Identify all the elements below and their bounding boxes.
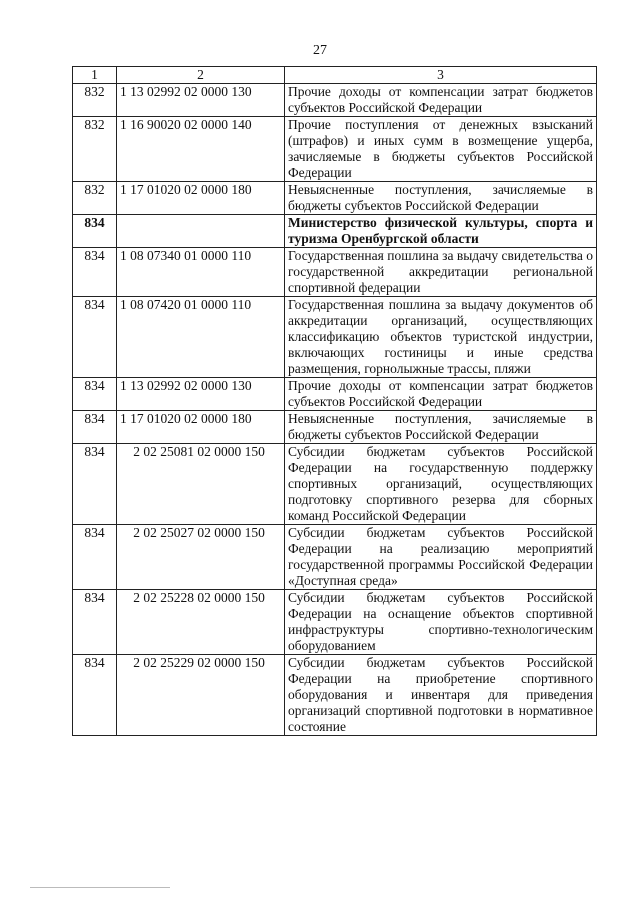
income-code-cell: 2 02 25229 02 0000 150 bbox=[117, 655, 285, 736]
income-code-cell: 1 08 07420 01 0000 110 bbox=[117, 297, 285, 378]
admin-code-cell: 832 bbox=[73, 117, 117, 182]
column-header-2: 2 bbox=[117, 67, 285, 84]
table-row bbox=[73, 182, 597, 215]
income-code-cell: 1 16 90020 02 0000 140 bbox=[117, 117, 285, 182]
admin-code-cell: 834 bbox=[73, 215, 117, 248]
table-row bbox=[73, 525, 597, 590]
table-row bbox=[73, 84, 597, 117]
admin-code-cell: 834 bbox=[73, 248, 117, 297]
table-row bbox=[73, 378, 597, 411]
admin-code-cell: 834 bbox=[73, 444, 117, 525]
table-header-row bbox=[73, 67, 597, 84]
admin-code-cell: 832 bbox=[73, 84, 117, 117]
income-code-cell: 1 08 07340 01 0000 110 bbox=[117, 248, 285, 297]
admin-code-cell: 834 bbox=[73, 411, 117, 444]
admin-code-cell: 834 bbox=[73, 655, 117, 736]
table-row bbox=[73, 297, 597, 378]
description-cell: Субсидии бюджетам субъектов Российской Федерации на оснащение объектов спортивной инфраструктуры спортивно-технологическим оборудованием bbox=[285, 590, 597, 655]
income-code-cell: 2 02 25228 02 0000 150 bbox=[117, 590, 285, 655]
budget-classification-table bbox=[72, 66, 597, 736]
admin-code-cell: 834 bbox=[73, 297, 117, 378]
description-cell: Субсидии бюджетам субъектов Российской Федерации на приобретение спортивного оборудования и инвентаря для приведения организаций спортивной подготовки в нормативное состояние bbox=[285, 655, 597, 736]
description-cell: Прочие поступления от денежных взысканий (штрафов) и иных сумм в возмещение ущерба, зачисляемые в бюджеты субъектов Российской Федерации bbox=[285, 117, 597, 182]
description-cell: Субсидии бюджетам субъектов Российской Федерации на реализацию мероприятий государственной программы Российской Федерации «Доступная среда» bbox=[285, 525, 597, 590]
description-cell: Прочие доходы от компенсации затрат бюджетов субъектов Российской Федерации bbox=[285, 378, 597, 411]
table-row bbox=[73, 590, 597, 655]
column-header-3: 3 bbox=[285, 67, 597, 84]
ministry-header-row bbox=[73, 215, 597, 248]
description-cell: Невыясненные поступления, зачисляемые в бюджеты субъектов Российской Федерации bbox=[285, 411, 597, 444]
admin-code-cell: 834 bbox=[73, 590, 117, 655]
description-cell: Невыясненные поступления, зачисляемые в бюджеты субъектов Российской Федерации bbox=[285, 182, 597, 215]
table-row bbox=[73, 655, 597, 736]
table-row bbox=[73, 411, 597, 444]
description-cell: Государственная пошлина за выдачу свидетельства о государственной аккредитации региональной спортивной федерации bbox=[285, 248, 597, 297]
table-row bbox=[73, 444, 597, 525]
income-code-cell: 1 17 01020 02 0000 180 bbox=[117, 411, 285, 444]
column-header-1: 1 bbox=[73, 67, 117, 84]
description-cell: Прочие доходы от компенсации затрат бюджетов субъектов Российской Федерации bbox=[285, 84, 597, 117]
admin-code-cell: 832 bbox=[73, 182, 117, 215]
table-row bbox=[73, 248, 597, 297]
table-row bbox=[73, 117, 597, 182]
income-code-cell: 2 02 25027 02 0000 150 bbox=[117, 525, 285, 590]
page-number: 27 bbox=[313, 43, 327, 58]
income-code-cell bbox=[117, 215, 285, 248]
income-code-cell: 1 17 01020 02 0000 180 bbox=[117, 182, 285, 215]
income-code-cell: 1 13 02992 02 0000 130 bbox=[117, 84, 285, 117]
description-cell: Субсидии бюджетам субъектов Российской Федерации на государственную поддержку спортивных организаций, осуществляющих подготовку спортивного резерва для сборных команд Российской Федерации bbox=[285, 444, 597, 525]
income-code-cell: 1 13 02992 02 0000 130 bbox=[117, 378, 285, 411]
income-code-cell: 2 02 25081 02 0000 150 bbox=[117, 444, 285, 525]
ministry-name-cell: Министерство физической культуры, спорта и туризма Оренбургской области bbox=[285, 215, 597, 248]
admin-code-cell: 834 bbox=[73, 525, 117, 590]
admin-code-cell: 834 bbox=[73, 378, 117, 411]
footnote-divider bbox=[30, 887, 170, 888]
description-cell: Государственная пошлина за выдачу документов об аккредитации организаций, осуществляющих классификацию объектов туристской индустрии, включающих гостиницы и иные средства размещения, горнолыжные трассы, пляжи bbox=[285, 297, 597, 378]
